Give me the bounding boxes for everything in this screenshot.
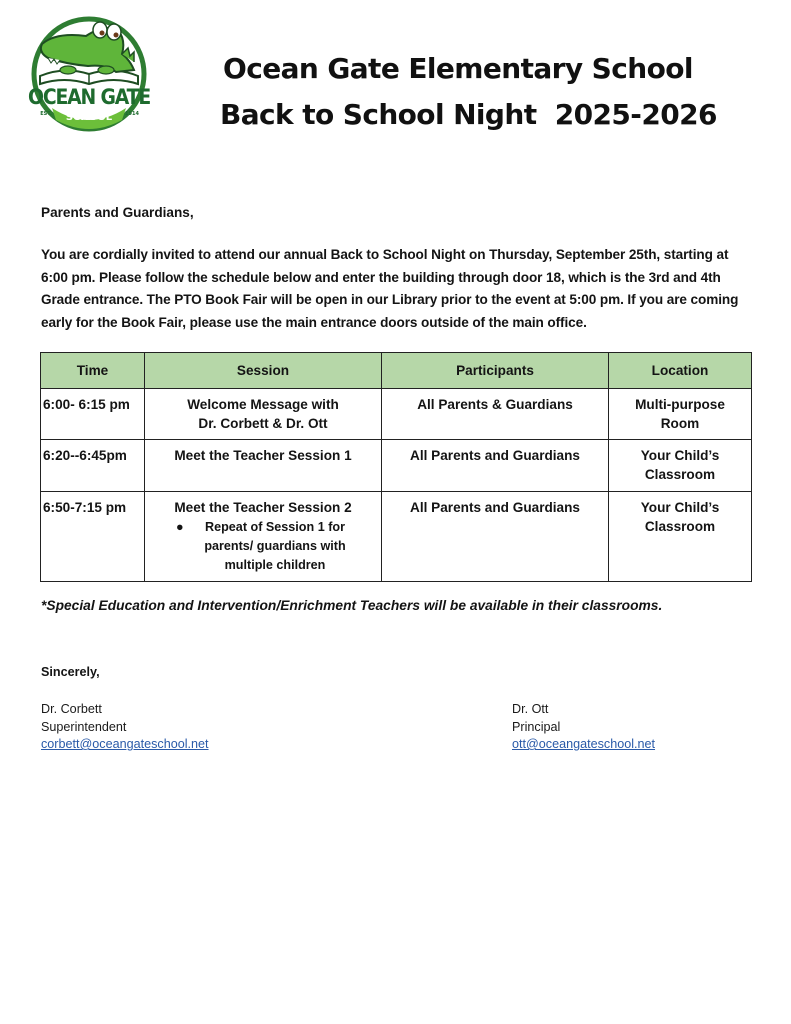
location-line: Room <box>660 416 700 431</box>
alligator-mascot-icon <box>26 14 152 132</box>
session-title: Meet the Teacher Session 1 <box>174 448 352 463</box>
superintendent-email-link[interactable]: corbett@oceangateschool.net <box>41 737 209 751</box>
bullet-icon: ● <box>176 520 184 534</box>
participants-cell: All Parents & Guardians <box>382 389 609 440</box>
signature-superintendent <box>41 701 209 754</box>
location-cell <box>609 440 752 492</box>
participants-cell: All Parents and Guardians <box>382 492 609 582</box>
location-line: Classroom <box>644 467 716 482</box>
location-line: Multi-purpose <box>635 397 725 412</box>
svg-text:OCEAN GATE: OCEAN GATE <box>28 85 150 109</box>
table-row <box>41 492 752 582</box>
principal-email-link[interactable]: ott@oceangateschool.net <box>512 737 656 751</box>
event-title-heading: Back to School Night 2025-2026 <box>220 98 717 131</box>
location-cell <box>609 389 752 440</box>
closing: Sincerely, <box>41 665 100 679</box>
location-line: Classroom <box>644 519 716 534</box>
svg-text:EST.: EST. <box>40 111 52 117</box>
participants-cell: All Parents and Guardians <box>382 440 609 492</box>
page-title <box>200 46 717 138</box>
signer-name: Dr. Ott <box>512 702 549 716</box>
session-bullet <box>149 518 377 575</box>
session-subtitle: Dr. Corbett & Dr. Ott <box>198 416 328 431</box>
table-row <box>41 389 752 440</box>
column-header-participants: Participants <box>382 353 609 389</box>
column-header-session: Session <box>145 353 382 389</box>
session-cell <box>145 492 382 582</box>
salutation: Parents and Guardians, <box>41 205 194 220</box>
session-title: Meet the Teacher Session 2 <box>174 500 352 515</box>
signer-name: Dr. Corbett <box>41 702 102 716</box>
intro-paragraph: You are cordially invited to attend our annual Back to School Night on Thursday, September 25th, starting at 6:00 pm. Please follow the schedule below and enter the building through door 18, which is the 3rd and 4th Grade entrance. The PTO Book Fair will be open in our Library prior to the event at 5:00 pm. If you are coming early for the Book Fair, please use the main entrance doors outside of the main office. <box>41 247 739 330</box>
signer-title: Principal <box>512 719 561 734</box>
table-header-row <box>41 353 752 389</box>
school-name-heading: Ocean Gate Elementary School <box>223 52 693 85</box>
session-cell <box>145 440 382 492</box>
location-cell <box>609 492 752 582</box>
column-header-location: Location <box>609 353 752 389</box>
time-cell: 6:20--6:45pm <box>41 440 145 492</box>
svg-text:1914: 1914 <box>125 111 139 117</box>
time-cell: 6:00- 6:15 pm <box>41 389 145 440</box>
svg-text:SCHOOL: SCHOOL <box>65 112 113 123</box>
location-line: Your Child’s <box>640 500 720 515</box>
location-line: Your Child’s <box>640 448 720 463</box>
signer-title: Superintendent <box>41 719 127 734</box>
session-title: Welcome Message with <box>187 397 339 412</box>
column-header-time: Time <box>41 353 145 389</box>
signature-principal <box>512 701 655 754</box>
session-bullet-text: Repeat of Session 1 for parents/ guardians with multiple children <box>204 520 346 572</box>
school-logo <box>26 14 152 132</box>
time-cell: 6:50-7:15 pm <box>41 492 145 582</box>
table-row <box>41 440 752 492</box>
session-cell <box>145 389 382 440</box>
schedule-table <box>40 352 752 582</box>
special-education-note: *Special Education and Intervention/Enrichment Teachers will be available in their classrooms. <box>41 598 663 613</box>
